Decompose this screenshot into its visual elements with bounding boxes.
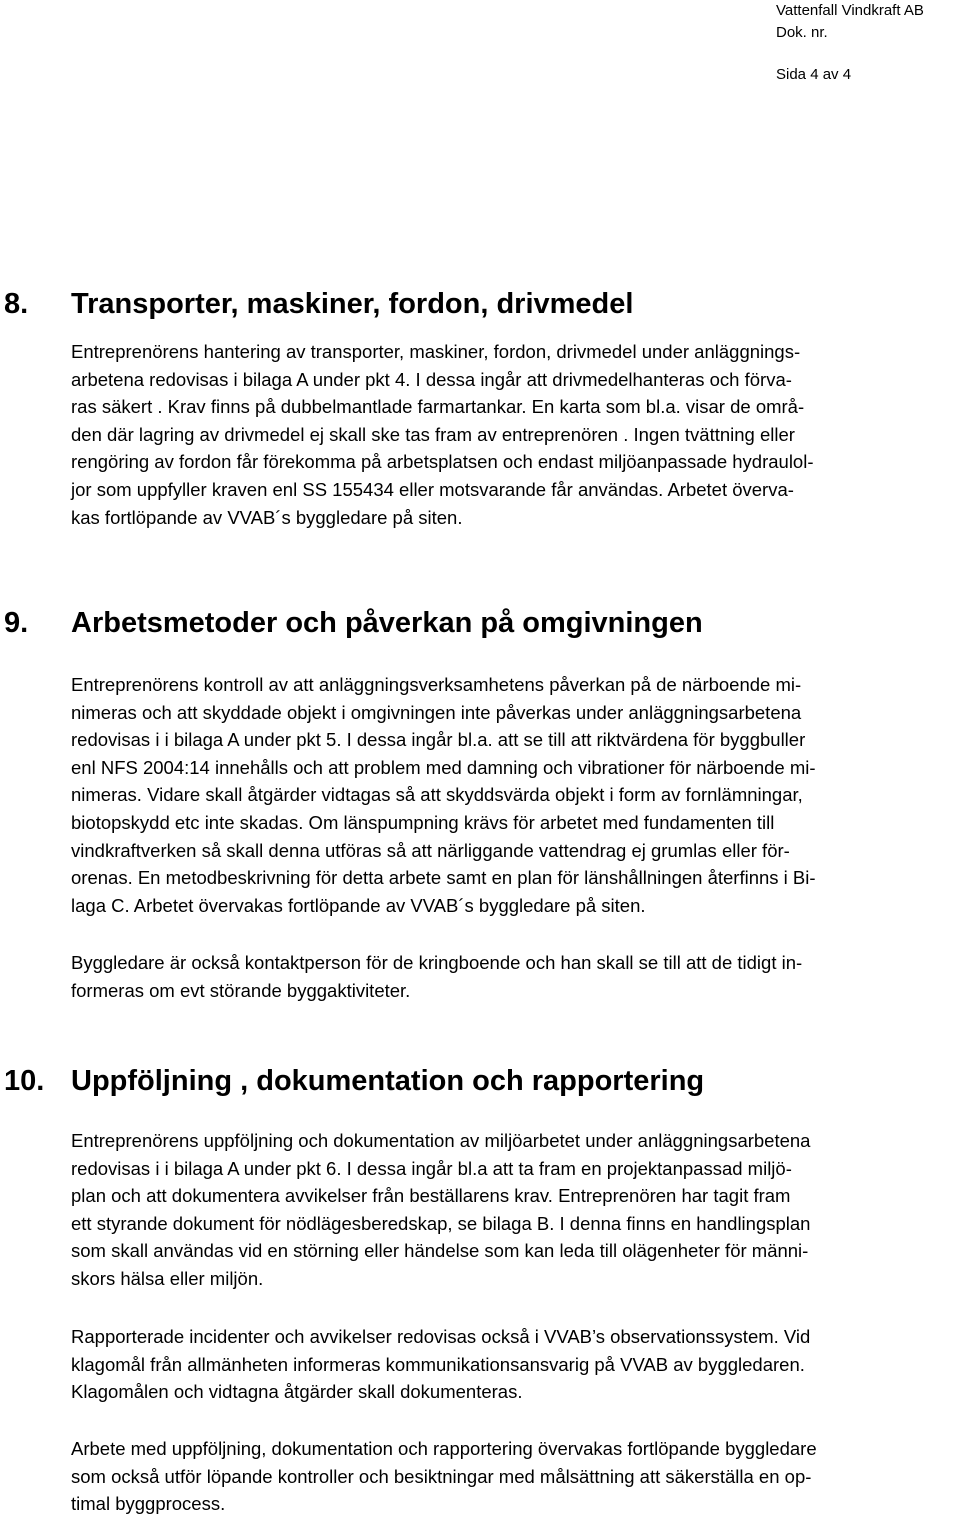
- text-line: Arbete med uppföljning, dokumentation och rapportering övervakas fortlöpande byggledare: [71, 1438, 817, 1459]
- section-title: Uppföljning , dokumentation och rapportering: [71, 1065, 705, 1097]
- text-line: laga C. Arbetet övervakas fortlöpande av VVAB´s byggledare på siten.: [71, 894, 646, 916]
- text-line: kas fortlöpande av VVAB´s byggledare på siten.: [71, 506, 463, 528]
- text-line: ett styrande dokument för nödlägesberedskap, se bilaga B. I denna finns en handlingsplan: [71, 1212, 811, 1234]
- paragraph: [71, 1435, 959, 1518]
- text-line: den där lagring av drivmedel ej skall ske tas fram av entreprenören . Ingen tvättning eller: [71, 423, 795, 445]
- text-line: Entreprenörens uppföljning och dokumentation av miljöarbetet under anläggningsarbetena: [71, 1130, 811, 1151]
- text-line: biotopskydd etc inte skadas. Om länspumpning krävs för arbetet med fundamenten till: [71, 811, 775, 833]
- text-line: redovisas i i bilaga A under pkt 5. I dessa ingår bl.a. att se till att riktvärdena för byggbuller: [71, 729, 806, 751]
- text-line: ras säkert . Krav finns på dubbelmantlade farmartankar. En karta som bl.a. visar de områ-: [71, 396, 805, 418]
- paragraph: [71, 1127, 959, 1293]
- text-line: rengöring av fordon får förekomma på arbetsplatsen och endast miljöanpassade hydraulol-: [71, 451, 814, 473]
- page-number: Sida 4 av 4: [776, 66, 852, 83]
- text-line: plan och att dokumentera avvikelser från beställarens krav. Entreprenören har tagit fram: [71, 1185, 791, 1207]
- section-number: 10.: [4, 1065, 45, 1097]
- text-line: Entreprenörens kontroll av att anläggningsverksamhetens påverkan på de närboende mi-: [71, 674, 802, 695]
- text-line: redovisas i i bilaga A under pkt 6. I dessa ingår bl.a att ta fram en projektanpassad miljö-: [71, 1157, 792, 1179]
- text-line: Entreprenörens hantering av transporter, maskiner, fordon, drivmedel under anläggnings-: [71, 341, 801, 362]
- text-line: som skall användas vid en störning eller händelse som kan leda till olägenheter för männi-: [71, 1240, 809, 1262]
- paragraph: [71, 949, 959, 1004]
- company-name: Vattenfall Vindkraft AB: [776, 2, 924, 19]
- page-header: [776, 0, 924, 86]
- text-line: Rapporterade incidenter och avvikelser redovisas också i VVAB’s observationssystem. Vid: [71, 1326, 811, 1347]
- text-line: som också utför löpande kontroller och besiktningar med målsättning att säkerställa en op-: [71, 1465, 812, 1487]
- paragraph: [71, 671, 959, 919]
- text-line: klagomål från allmänheten informeras kommunikationsansvarig på VVAB av byggledaren.: [71, 1353, 805, 1375]
- text-line: Klagomålen och vidtagna åtgärder skall dokumenteras.: [71, 1381, 523, 1403]
- text-line: Byggledare är också kontaktperson för de kringboende och han skall se till att de tidigt in-: [71, 952, 803, 973]
- text-line: arbetena redovisas i bilaga A under pkt 4. I dessa ingår att drivmedelhanteras och förva-: [71, 368, 792, 390]
- text-line: enl NFS 2004:14 innehålls och att problem med damning och vibrationer för närboende mi-: [71, 756, 816, 778]
- text-line: formeras om evt störande byggaktiviteter.: [71, 979, 411, 1001]
- paragraph: [71, 1323, 959, 1406]
- text-line: vindkraftverken så skall denna utföras så att närliggande vattendrag ej grumlas eller för-: [71, 839, 790, 861]
- section-number: 9.: [4, 607, 29, 639]
- paragraph: [71, 338, 959, 531]
- section-title: Transporter, maskiner, fordon, drivmedel: [71, 288, 634, 320]
- section-number: 8.: [4, 288, 29, 320]
- text-line: nimeras. Vidare skall åtgärder vidtagas så att skyddsvärda objekt i form av fornlämningar,: [71, 784, 803, 806]
- section-title: Arbetsmetoder och påverkan på omgivningen: [71, 607, 703, 639]
- text-line: orenas. En metodbeskrivning för detta arbete samt en plan för länshållningen återfinns i Bi-: [71, 867, 816, 889]
- text-line: nimeras och att skyddade objekt i omgivningen inte påverkas under anläggningsarbetena: [71, 701, 802, 723]
- document-number: Dok. nr.: [776, 24, 828, 41]
- text-line: timal byggprocess.: [71, 1493, 226, 1515]
- text-line: jor som uppfyller kraven enl SS 155434 eller motsvarande får användas. Arbetet överva-: [71, 478, 794, 500]
- text-line: skors hälsa eller miljön.: [71, 1267, 264, 1289]
